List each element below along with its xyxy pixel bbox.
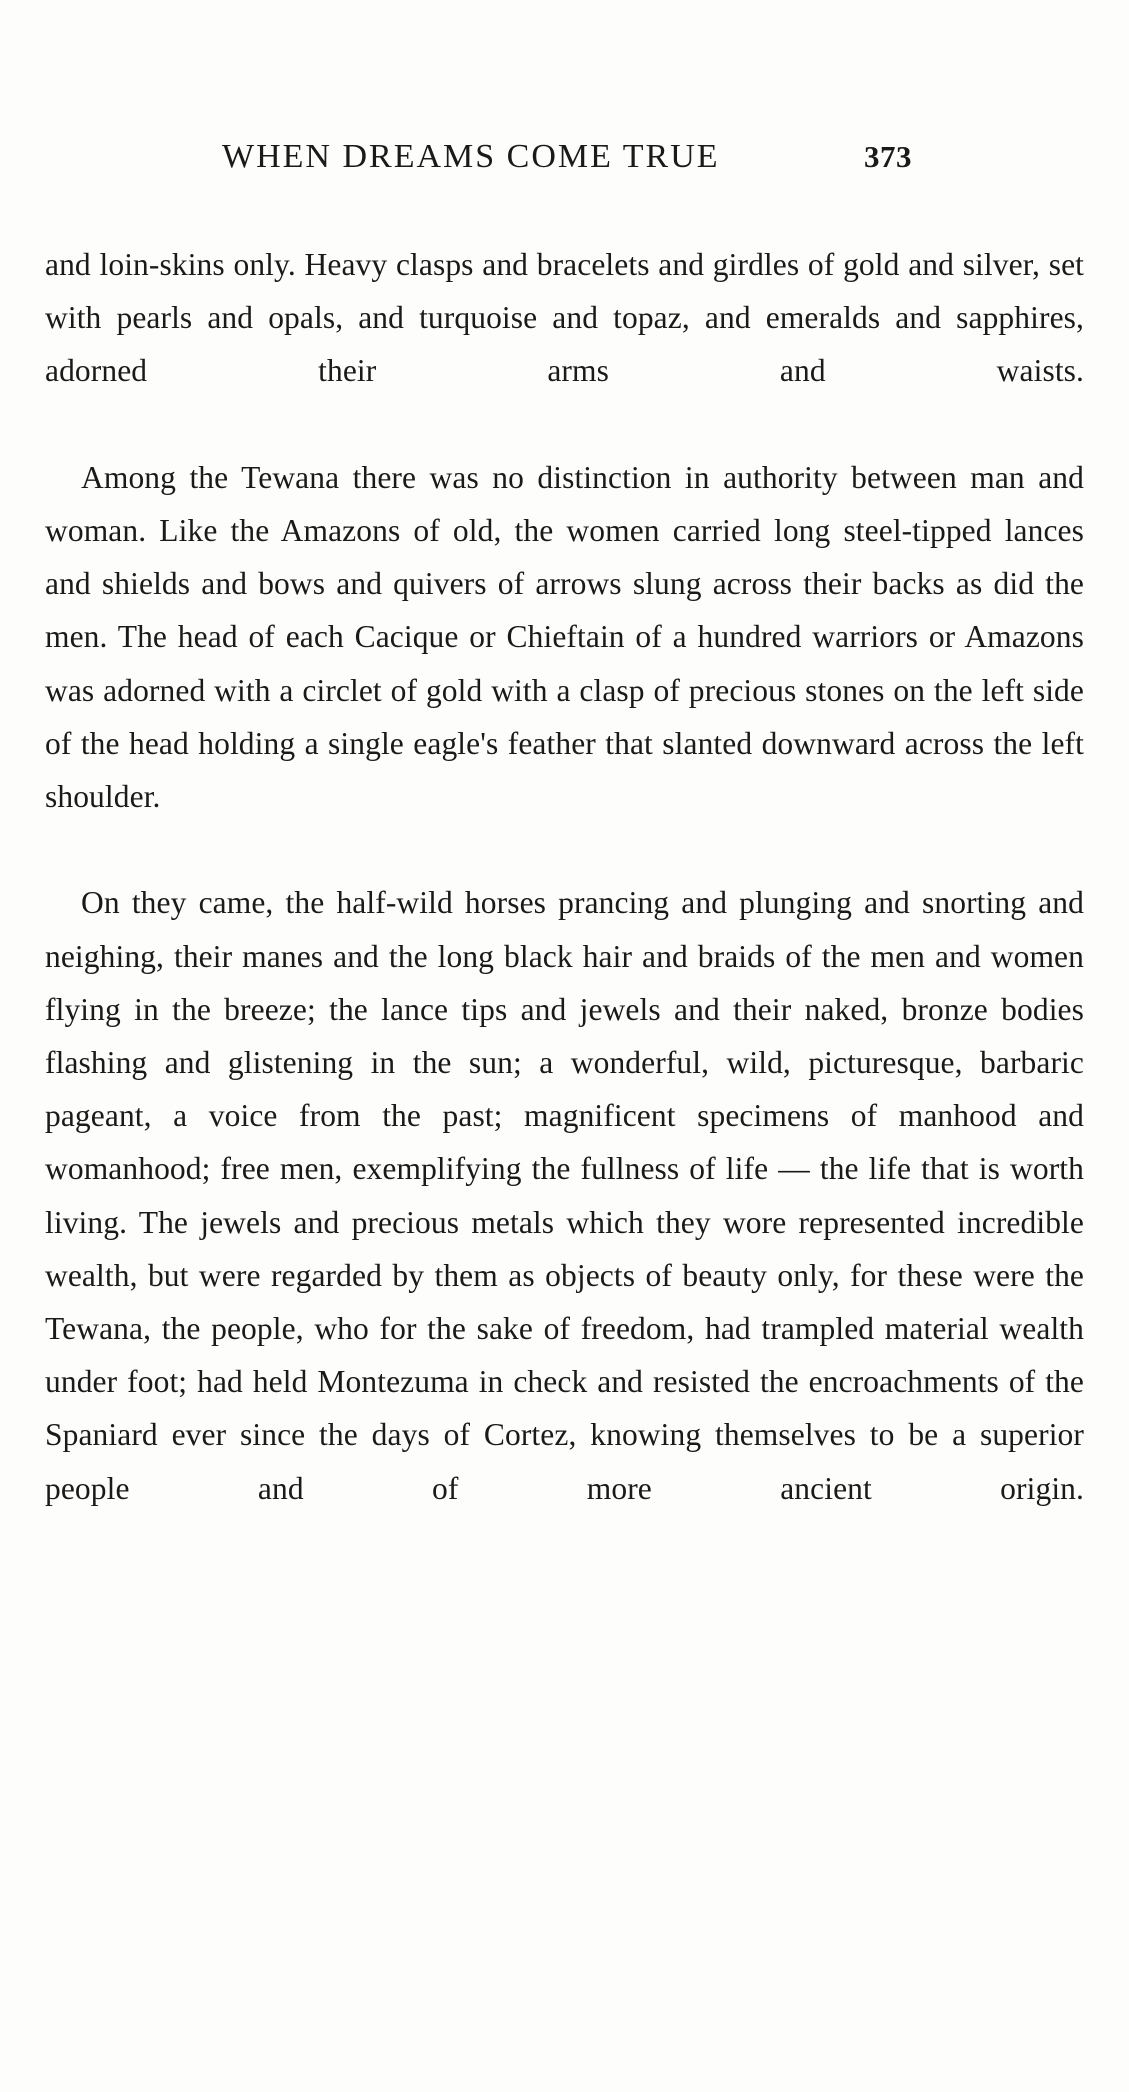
running-head-title: WHEN DREAMS COME TRUE: [222, 138, 720, 175]
paragraph: On they came, the half-wild horses prancing and plunging and snorting and neighing, their manes and the long black hair and braids of the men and women flying in the breeze; the lance tips and jewels and their naked, bronze bodies flashing and glistening in the sun; a wonderful, wild, picturesque, barbaric pageant, a voice from the past; magnificent specimens of manhood and womanhood; free men, exemplifying the fullness of life — the life that is worth living. The jewels and precious metals which they wore represented incredible wealth, but were regarded by them as objects of beauty only, for these were the Tewana, the people, who for the sake of freedom, had trampled material wealth under foot; had held Montezuma in check and resisted the encroachments of the Spaniard ever since the days of Cortez, knowing themselves to be a superior people and of more ancient origin.: [45, 885, 1084, 1506]
body-text: [40, 238, 1089, 1568]
running-head: [222, 138, 912, 176]
paragraph: and loin-skins only. Heavy clasps and bracelets and girdles of gold and silver, set with pearls and opals, and turquoise and topaz, and emeralds and sapphires, adorned their arms and waists.: [45, 247, 1084, 389]
paragraph: Among the Tewana there was no distinction in authority between man and woman. Like the Amazons of old, the women carried long steel-tipped lances and shields and bows and quivers of arrows slung across their backs as did the men. The head of each Cacique or Chieftain of a hundred warriors or Amazons was adorned with a circlet of gold with a clasp of precious stones on the left side of the head holding a single eagle's feather that slanted downward across the left shoulder.: [45, 459, 1084, 815]
page-number: 373: [864, 139, 912, 174]
